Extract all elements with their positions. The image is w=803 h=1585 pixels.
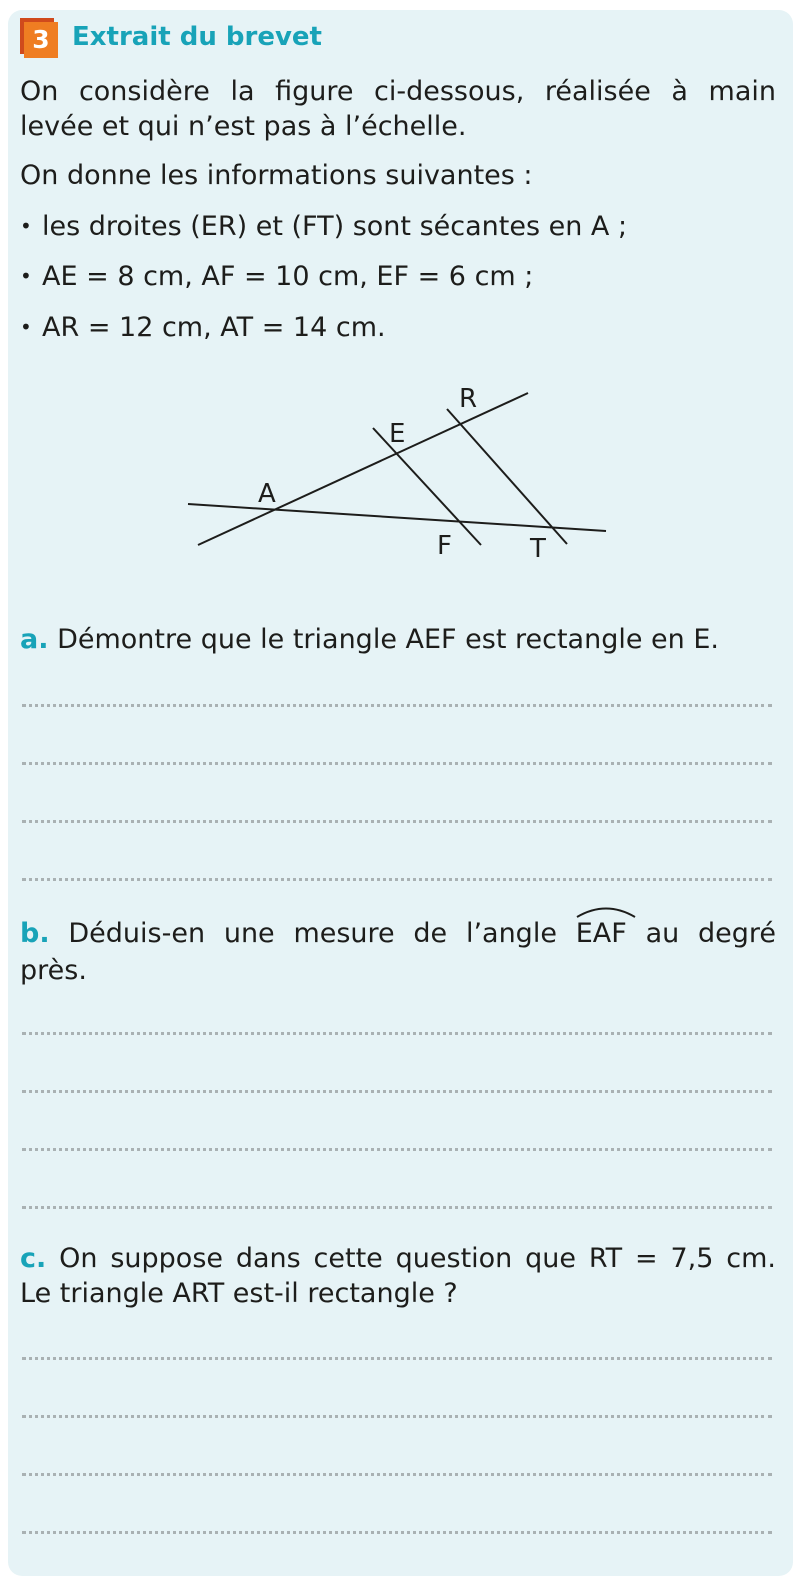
geometry-figure — [0, 0, 803, 600]
question-b — [20, 916, 776, 951]
intro-given: On donne les informations suivantes : — [20, 160, 533, 191]
exercise-number: 3 — [24, 22, 58, 58]
angle-eaf — [576, 916, 627, 951]
bullet-text: AE = 8 cm, AF = 10 cm, EF = 6 cm ; — [42, 261, 534, 292]
answer-line[interactable] — [22, 762, 772, 765]
question-a-label: a. — [20, 624, 49, 655]
question-b-line-2: près. — [20, 955, 87, 986]
question-c-text: On suppose dans cette question que RT = 7,5 cm. — [59, 1243, 776, 1274]
bullet-text: AR = 12 cm, AT = 14 cm. — [42, 312, 386, 343]
question-c-label: c. — [20, 1243, 47, 1274]
angle-name: EAF — [575, 918, 627, 949]
answer-line[interactable] — [22, 1357, 772, 1360]
answer-line[interactable] — [22, 1415, 772, 1418]
answer-line[interactable] — [22, 1531, 772, 1534]
bullet-item: • les droites (ER) et (FT) sont sécantes en A ; — [20, 211, 628, 242]
answer-line[interactable] — [22, 820, 772, 823]
answer-line[interactable] — [22, 1090, 772, 1093]
question-b-text-after: au degré — [645, 918, 776, 949]
point-label-r: R — [459, 384, 478, 414]
point-label-t: T — [530, 534, 546, 564]
question-b-label: b. — [20, 918, 50, 949]
question-c — [20, 1241, 776, 1276]
intro-line-2: levée et qui n’est pas à l’échelle. — [20, 111, 467, 142]
answer-line[interactable] — [22, 1206, 772, 1209]
bullet-text: les droites (ER) et (FT) sont sécantes en A ; — [42, 211, 628, 242]
intro-line-1: On considère la figure ci-dessous, réalisée à main — [20, 76, 776, 107]
exercise-title: Extrait du brevet — [72, 22, 322, 52]
question-a — [20, 622, 776, 657]
question-c-line-2: Le triangle ART est-il rectangle ? — [20, 1278, 458, 1309]
angle-hat-icon — [576, 904, 636, 918]
point-label-e: E — [389, 419, 406, 449]
point-label-a: A — [258, 479, 276, 509]
answer-line[interactable] — [22, 1032, 772, 1035]
answer-line[interactable] — [22, 704, 772, 707]
question-a-text: Démontre que le triangle AEF est rectangle en E. — [57, 624, 719, 655]
question-b-text: Déduis-en une mesure de l’angle — [68, 918, 557, 949]
answer-line[interactable] — [22, 1473, 772, 1476]
answer-line[interactable] — [22, 1148, 772, 1151]
bullet-item: • AR = 12 cm, AT = 14 cm. — [20, 312, 386, 343]
answer-line[interactable] — [22, 878, 772, 881]
point-label-f: F — [437, 531, 452, 561]
bullet-item: • AE = 8 cm, AF = 10 cm, EF = 6 cm ; — [20, 261, 534, 292]
